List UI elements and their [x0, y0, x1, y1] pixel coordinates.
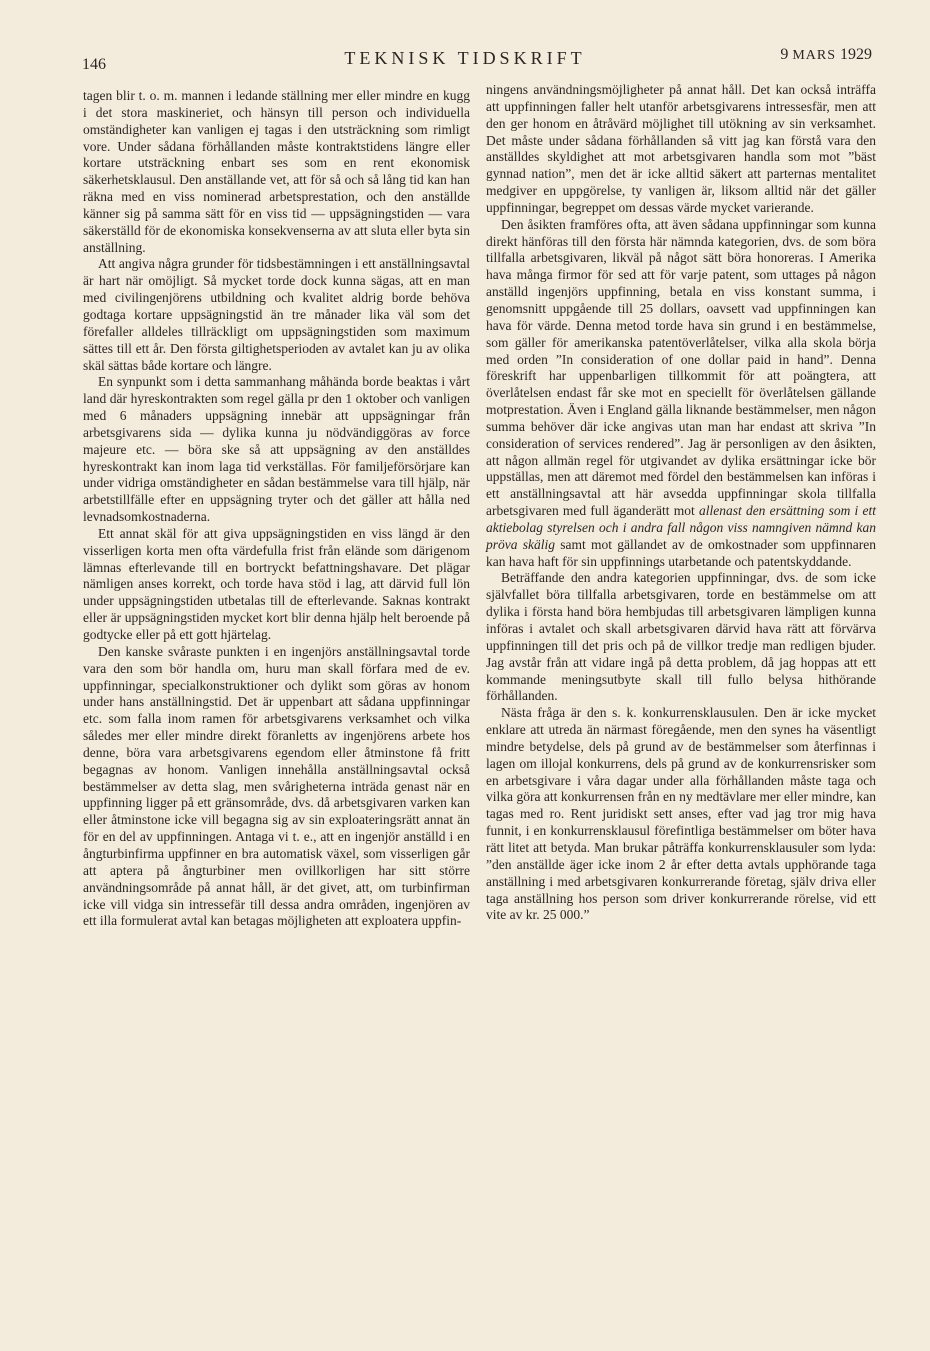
left-column — [83, 88, 470, 930]
paragraph: En synpunkt som i detta sammanhang måhända borde beaktas i vårt land där hyreskontrakten som regel gälla pr den 1 oktober och vanligen med 6 månaders uppsägning innebär att uppsägningar från arbetsgivarens sida — dylika kunna ju nödvändiggöras av force majeure etc. — böra ske så att uppsägning av den anställdes hyreskontrakt kan inom laga tid verkställas. För familjeförsörjare kan under vidriga omständigheter en sådan bestämmelse vara till hjälp, när arbetstillfälle efter en uppsägning tryter och det gäller att hålla ned levnadsomkostnaderna. — [83, 374, 470, 525]
paragraph-text: Den åsikten framföres ofta, att även sådana uppfinningar som kunna direkt hänföras till den första här nämnda kategorien, dvs. de som böra tillfalla arbetsgivaren, likväl på något sätt böra honoreras. I Amerika hava många firmor för sed att för varje patent, som uttages på någon anställd ingenjörs uppfinning, betala en viss konstant summa, i genomsnitt uppgående till 25 dollars, oavsett vad uppfinningen kan hava för värde. Denna metod torde hava sin grund i en bestämmelse, som gäller för amerikanska patentöverlåtelser, vilka alla skola börja med orden ”In consideration of one dollar paid in hand”. Denna föreskrift har uppenbarligen tillkommit för att poängtera, att överlåtelsen endast får ske mot en speciellt för överlåtelsen gällande motprestation. Även i England gälla liknande bestämmelser, men någon summa behöver där icke angivas utan man har endast att skriva ”In consideration of services rendered”. Jag är personligen av den åsikten, att någon allmän regel för utgivandet av dylika ersättningar icke bör uppställas, men att däremot med fördel den bestämmelsen kan införas i ett anställningsavtal att här avsedda uppfinningar skola tillfalla arbetsgivaren med full äganderätt mot — [486, 216, 876, 519]
paragraph-text: samt mot gällandet av de omkostnader som uppfinnaren kan hava haft för sin uppfinnings utarbetande och patentskyddande. — [486, 536, 876, 569]
issue-month: MARS — [792, 48, 836, 63]
paragraph: Beträffande den andra kategorien uppfinningar, dvs. de som icke självfallet böra tillfalla arbetsgivaren, torde en bestämmelse om att dylika i första hand böra hembjudas till arbetsgivaren lämpligen kunna införas i avtalet och skall arbetsgivaren därvid hava rätt att förvärva uppfinningen till det pris och på de villkor tredje man redligen bjuder. Jag avstår från att vidare ingå på detta problem, då jag hoppas att ett kommande meningsutbyte skall till fullo belysa hithörande förhållanden. — [486, 570, 876, 704]
paragraph — [486, 217, 876, 571]
paragraph: Att angiva några grunder för tidsbestämningen i ett anställningsavtal är hart när omöjligt. Så mycket torde dock kunna sägas, att en man med civilingenjörens utbildning och kvalitet aldrig borde behöva godtaga kortare uppsägningstid än tre månader lika väl som det förefaller alldeles tillräckligt om uppsägningstiden som maximum sättes till ett år. Den första giltighetsperioden av avtalet kan ju av olika skäl sättas både kortare och längre. — [83, 256, 470, 373]
issue-day: 9 — [780, 46, 789, 63]
page-number: 146 — [82, 56, 106, 73]
right-column — [486, 82, 876, 924]
paragraph: Nästa fråga är den s. k. konkurrensklausulen. Den är icke mycket enklare att utreda än närmast föregående, men den synes ha väsentligt mindre betydelse, dels på grund av de bestämmelser som återfinnas i lagen om illojal konkurrens, dels på grund av de konkurrensrisker som en arbetsgivare i våra dagar under alla förhållanden måste taga och vilka göra att konkurrensen från en ny medtävlare mer eller mindre, kan tagas med ro. Rent juridiskt sett anses, efter vad jag tror mig hava funnit, i en konkurrensklausul förefintliga bestämmelser om böter hava rätt litet att betyda. Man brukar påträffa konkurrensklausuler som lyda: ”den anställde äger icke inom 2 år efter detta avtals upphörande taga anställning i med arbetsgivaren konkurrerande företag, själv driva eller taga anställning hos person som driver konkurrerande rörelse, vid ett vite av kr. 25 000.” — [486, 705, 876, 923]
paragraph: Ett annat skäl för att giva uppsägningstiden en viss längd är den visserligen korta men ofta värdefulla frist från elände som därigenom lämnas efterlevande till en bortryckt befattningshavare. Det plägar nämligen anses korrekt, och torde hava stöd i lag, att därvid full lön under uppsägningstiden utbetalas till de efterlevande. Saknas kontrakt eller är uppsägningstiden mycket kort blir denna hjälp helt beroende på godtycke eller på ett gott hjärtelag. — [83, 525, 470, 642]
paragraph: ningens användningsmöjligheter på annat håll. Det kan också inträffa att uppfinningen faller helt utanför arbetsgivarens intressesfär, men att den ger honom en åtråvärd möjlighet till utökning av sin verksamhet. Det måste under sådana förhållanden så vitt jag kan förstå vara den anställdes skyldighet att mot arbetsgivaren handla som mot ”bäst gynnad nation”, men det är icke alltid säkert att parternas mentalitet medgiver en uppgörelse, ty vanligen är, liksom alltid när det gäller uppfinningar, begreppet om dessas värde mycket varierande. — [486, 82, 876, 215]
paragraph: tagen blir t. o. m. mannen i ledande ställning mer eller mindre en kugg i det stora maskineriet, och hänsyn till person och individuella omständigheter kan vanligen ej tagas i den utsträckning som rimligt vore. Under sådana förhållanden måste kontraktstidens längre eller kortare utsträckning enbart ses som en rent ekonomisk säkerhetsklausul. Den anställande vet, att för så och så lång tid kan han räkna med en viss nominerad arbetsprestation, och den anställde känner sig på samma sätt för en viss tid — uppsägningstiden — vara säkerställd för de ekonomiska konsekvenserna av att sluta eller byta sin anställning. — [83, 88, 470, 255]
issue-date — [780, 46, 872, 64]
journal-title: TEKNISK TIDSKRIFT — [344, 48, 586, 68]
issue-year: 1929 — [840, 46, 872, 63]
italic-emphasis: allenast den ersättning som i ett aktiebolag styrelsen och i andra fall någon viss namngiven nämnd kan pröva skälig — [486, 503, 877, 552]
page-header — [0, 46, 930, 76]
paragraph: Den kanske svåraste punkten i en ingenjörs anställningsavtal torde vara den som bör handla om, huru man skall förfara med de ev. uppfinningar, specialkonstruktioner och dylikt som göras av honom under hans anställningstid. Det är uppenbart att sådana uppfinningar etc. som falla inom ramen för arbetsgivarens verksamhet och vilka således mer eller mindre direkt föranletts av ingenjörens arbete hos denne, böra vara arbetsgivarens egendom eller åtminstone få fritt begagnas av honom. Vanligen innehålla anställningsavtal också bestämmelser av detta slag, men svårigheterna inträda genast när en uppfinning ligger på ett gränsområde, dvs. då arbetsgivaren varken kan eller åtminstone icke vill begagna sig av sin exploateringsrätt annat än för en del av uppfinningen. Antaga vi t. e., att en ingenjör anställd i en ångturbinfirma uppfinner en bra automatisk växel, som visserligen går att aptera på ångturbiner men ovillkorligen har sitt större användningsområde på annat håll, är det givet, att, om turbinfirman icke vill vidga sin intressefär till dessa andra områden, ingenjören av ett illa formulerat avtal kan betagas möjligheten att exploatera uppfin- — [83, 643, 470, 929]
